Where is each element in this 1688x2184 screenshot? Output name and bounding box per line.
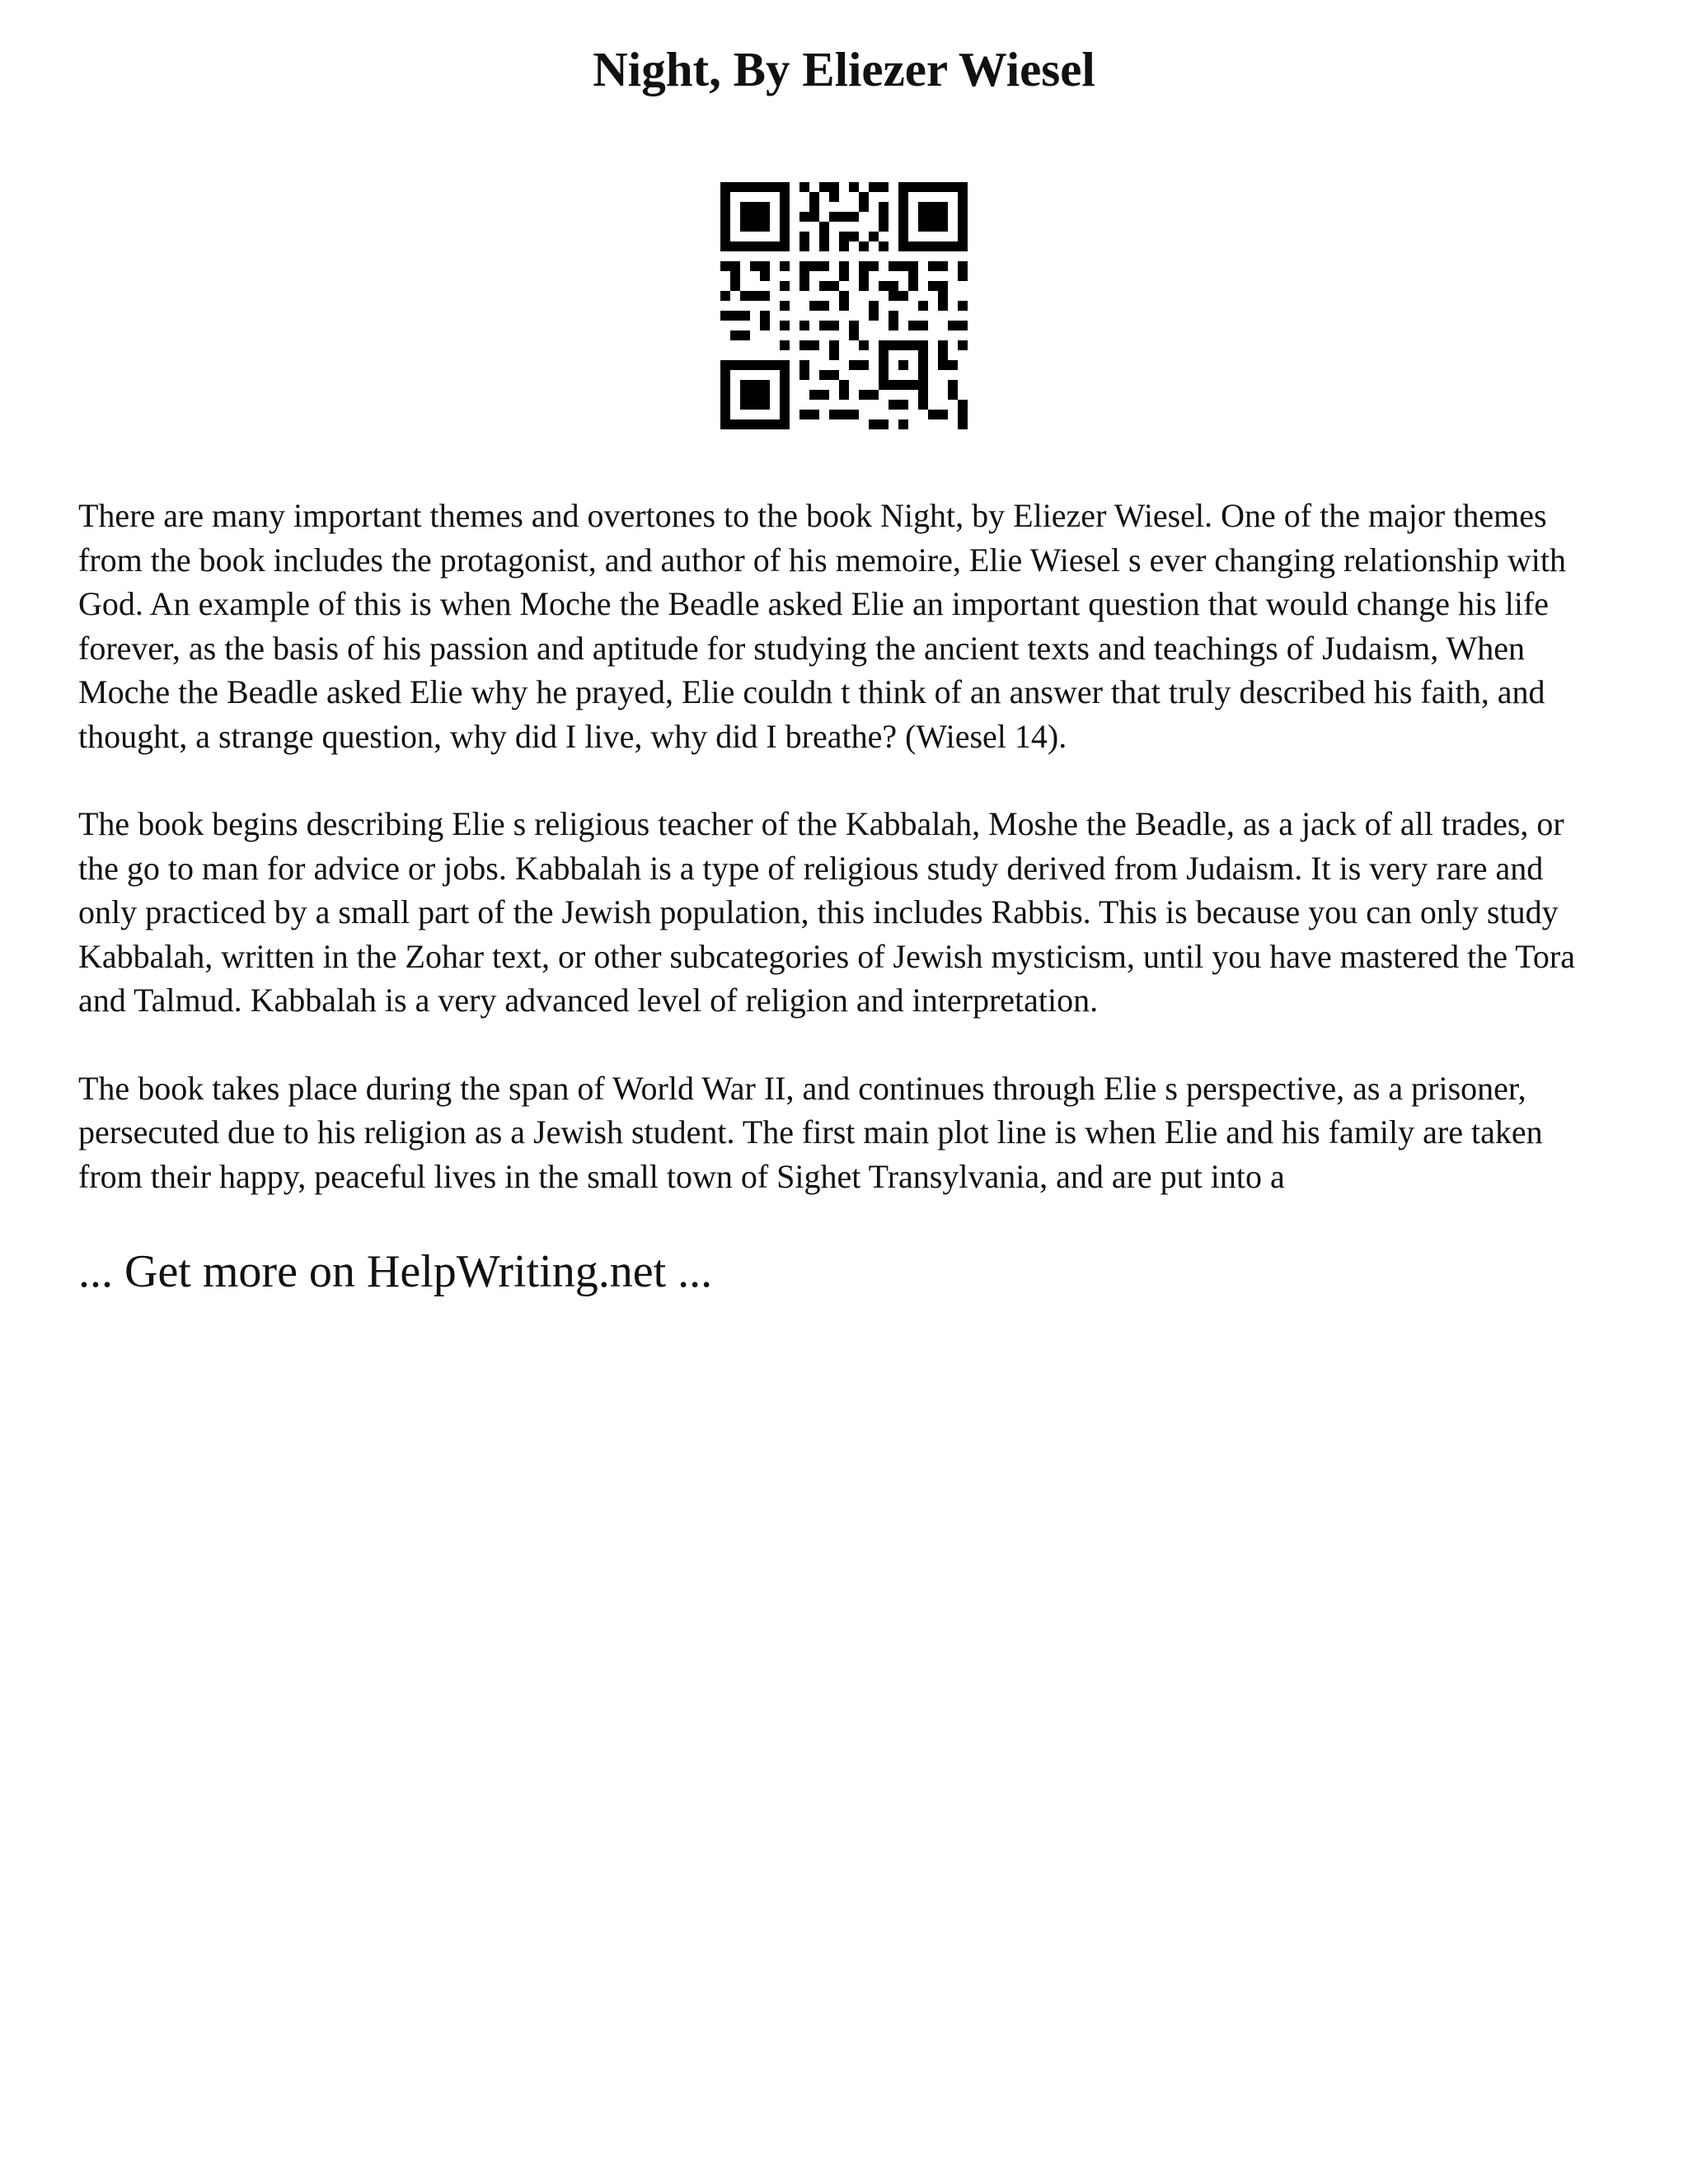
paragraph-2: The book begins describing Elie s religious teacher of the Kabbalah, Moshe the Beadle, as a jack of all trades, or the go to man for advice or jobs. Kabbalah is a type of religious study derived from Judaism. It is very rare and only practiced by a small part of the Jewish population, this includes Rabbis. This is because you can only study Kabbalah, written in the Zohar text, or other subcategories of Jewish mysticism, until you have mastered the Tora and Talmud. Kabbalah is a very advanced level of religion and interpretation. [78, 805, 1575, 1019]
paragraph-1: There are many important themes and overtones to the book Night, by Eliezer Wiesel. One of the major themes from the book includes the protagonist, and author of his memoire, Elie Wiesel s ever changing relationship with God. An example of this is when Moche the Beadle asked Elie an important question that would change his life forever, as the basis of his passion and aptitude for studying the ancient texts and teachings of Judaism, When Moche the Beadle asked Elie why he prayed, Elie couldn t think of an answer that truly described his faith, and thought, a strange question, why did I live, why did I breathe? (Wiesel 14). [78, 497, 1566, 755]
paragraph-3: The book takes place during the span of World War II, and continues through Elie s perspective, as a prisoner, persecuted due to his religion as a Jewish student. The first main plot line is when Elie and his family are taken from their happy, peaceful lives in the small town of Sighet Transylvania, and are put into a [78, 1069, 1543, 1195]
page-title: Night, By Eliezer Wiesel [593, 42, 1095, 96]
helpwriting-more-link[interactable]: ... Get more on HelpWriting.net ... [78, 1246, 713, 1297]
qr-code-icon [720, 182, 968, 429]
